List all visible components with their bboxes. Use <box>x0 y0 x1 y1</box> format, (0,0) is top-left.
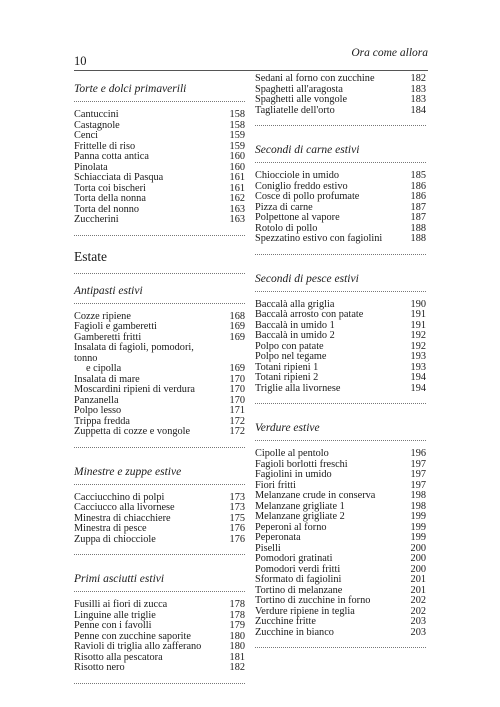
section-title-rule <box>255 162 426 163</box>
recipe-name: Penne con i favolli <box>74 620 152 631</box>
recipe-name: Totani ripieni 2 <box>255 372 319 383</box>
toc-entry[interactable] <box>74 152 245 163</box>
toc-entry[interactable] <box>255 384 426 395</box>
toc-entry[interactable] <box>255 192 426 203</box>
recipe-name: Fusilli ai fiori di zucca <box>74 599 168 610</box>
section-antipasti-estivi <box>74 276 245 448</box>
recipe-list <box>74 600 245 674</box>
page-ref: 158 <box>229 109 245 120</box>
toc-entry[interactable] <box>74 343 245 364</box>
recipe-name: Moscardini ripieni di verdura <box>74 384 195 395</box>
recipe-name: Cacciucchino di polpi <box>74 491 165 503</box>
page-ref: 160 <box>229 151 245 162</box>
page-ref: 188 <box>410 222 426 234</box>
toc-entry[interactable] <box>74 131 245 142</box>
recipe-name: Baccalà alla griglia <box>255 298 335 310</box>
page-ref: 176 <box>229 533 245 545</box>
recipe-name: Peperonata <box>255 532 301 543</box>
running-head: Ora come allora <box>351 47 428 59</box>
toc-entry[interactable] <box>74 194 245 205</box>
toc-entry[interactable] <box>255 512 426 523</box>
toc-entry[interactable] <box>74 322 245 333</box>
recipe-name: Baccalà in umido 1 <box>255 319 335 331</box>
recipe-name: e cipolla <box>86 363 122 374</box>
page-ref: 170 <box>229 373 245 385</box>
page-ref: 183 <box>410 83 426 95</box>
page-ref: 172 <box>229 426 245 437</box>
recipe-name: Pizza di carne <box>255 201 313 213</box>
page-ref: 202 <box>410 595 426 606</box>
page-ref: 197 <box>410 458 426 470</box>
recipe-name: Cantuccini <box>74 109 119 120</box>
toc-entry[interactable] <box>74 663 245 674</box>
recipe-name: Zuppa di chiocciole <box>74 533 156 545</box>
page-ref: 163 <box>229 214 245 225</box>
page-ref: 190 <box>410 298 426 310</box>
recipe-name: Totani ripieni 1 <box>255 361 319 373</box>
toc-entry[interactable] <box>255 213 426 224</box>
recipe-name: Cenci <box>74 130 99 141</box>
recipe-list <box>255 74 426 116</box>
page-ref: 185 <box>410 170 426 181</box>
page-ref: 198 <box>410 500 426 512</box>
recipe-name: Spezzatino estivo con fagiolini <box>255 233 383 244</box>
page-ref: 162 <box>229 193 245 204</box>
recipe-name: Piselli <box>255 542 281 554</box>
recipe-name: Cozze ripiene <box>74 310 131 322</box>
recipe-name: Minestra di pesce <box>74 523 147 534</box>
page-ref: 161 <box>229 182 245 194</box>
page-ref: 170 <box>229 394 245 406</box>
page-ref: 200 <box>410 542 426 554</box>
page-ref: 178 <box>229 599 245 610</box>
page-ref: 201 <box>410 574 426 585</box>
recipe-name: Cipolle al pentolo <box>255 448 329 459</box>
toc-entry[interactable] <box>255 554 426 565</box>
section-title-rule <box>74 303 245 304</box>
section-primi-asciutti-estivi <box>74 564 245 684</box>
recipe-name: Zuppetta di cozze e vongole <box>74 426 191 437</box>
right-column <box>255 74 426 657</box>
recipe-name: Cacciucco alla livornese <box>74 502 175 513</box>
page-ref: 181 <box>229 651 245 663</box>
page-ref: 169 <box>229 331 245 343</box>
section-verdure-estive <box>255 413 426 648</box>
section-title: Antipasti estivi <box>74 284 143 297</box>
page-ref: 182 <box>410 73 426 84</box>
recipe-list <box>74 493 245 546</box>
section-title-rule <box>74 101 245 102</box>
toc-entry[interactable] <box>255 575 426 586</box>
section-title-rule <box>74 591 245 592</box>
page-ref: 159 <box>229 130 245 141</box>
section-title: Torte e dolci primaverili <box>74 83 187 95</box>
recipe-name: Spaghetti all'aragosta <box>255 83 343 95</box>
toc-entry[interactable] <box>74 406 245 417</box>
page-ref: 199 <box>410 511 426 522</box>
left-column <box>74 74 245 693</box>
recipe-name: Insalata di fagioli, pomodori, tonno <box>74 342 194 364</box>
recipe-name: Tortino di zucchine in forno <box>255 595 371 606</box>
recipe-name: Insalata di mare <box>74 373 140 385</box>
toc-entry[interactable] <box>255 171 426 182</box>
recipe-name: Torta coi bischeri <box>74 182 146 194</box>
page-ref: 171 <box>229 405 245 416</box>
recipe-name: Fagioli borlotti freschi <box>255 458 348 470</box>
recipe-name: Spaghetti alle vongole <box>255 94 348 105</box>
page-ref: 203 <box>410 616 426 627</box>
page-ref: 161 <box>229 172 245 183</box>
toc-entry[interactable] <box>74 427 245 438</box>
recipe-name: Baccalà arrosto con patate <box>255 309 364 320</box>
page-ref: 194 <box>410 372 426 383</box>
page-ref: 175 <box>229 512 245 524</box>
section-continued <box>255 74 426 126</box>
recipe-name: Ravioli di triglia allo zafferano <box>74 641 202 652</box>
page-ref: 200 <box>410 563 426 575</box>
recipe-name: Chiocciole in umido <box>255 170 340 181</box>
page-ref: 201 <box>410 584 426 596</box>
toc-entry[interactable] <box>74 524 245 535</box>
page-ref: 180 <box>229 630 245 642</box>
recipe-name: Triglie alla livornese <box>255 382 341 394</box>
page-ref: 202 <box>410 605 426 617</box>
recipe-name: Cosce di pollo profumate <box>255 191 360 202</box>
toc-entry[interactable] <box>74 385 245 396</box>
toc-entry[interactable] <box>255 74 426 85</box>
page-ref: 182 <box>229 662 245 673</box>
recipe-name: Tortino di melanzane <box>255 584 343 596</box>
recipe-name: Melanzane grigliate 2 <box>255 511 345 522</box>
toc-entry[interactable] <box>255 491 426 502</box>
toc-entry[interactable] <box>74 215 245 226</box>
page-ref: 158 <box>229 119 245 131</box>
page-ref: 169 <box>229 363 245 374</box>
toc-entry[interactable] <box>255 533 426 544</box>
recipe-name: Fagiolini in umido <box>255 469 332 480</box>
section-minestre-e-zuppe-estive <box>74 457 245 556</box>
toc-entry[interactable] <box>255 234 426 245</box>
toc-entry[interactable] <box>255 449 426 460</box>
recipe-name: Polpo con patate <box>255 340 324 352</box>
section-title-rule <box>255 440 426 441</box>
page-ref: 199 <box>410 532 426 543</box>
page-ref: 199 <box>410 521 426 533</box>
page-ref: 173 <box>229 491 245 503</box>
recipe-name: Schiacciata di Pasqua <box>74 172 164 183</box>
section-title-rule <box>255 291 426 292</box>
recipe-name: Sedani al forno con zucchine <box>255 73 375 84</box>
header-rule <box>74 70 428 71</box>
page-ref: 194 <box>410 382 426 394</box>
section-title: Secondi di carne estivi <box>255 144 360 156</box>
page-ref: 191 <box>410 309 426 320</box>
recipe-name: Linguine alle triglie <box>74 609 156 621</box>
page-ref: 176 <box>229 523 245 534</box>
toc-entry[interactable] <box>255 470 426 481</box>
recipe-name: Risotto nero <box>74 662 125 673</box>
recipe-name: Polpo nel tegame <box>255 351 327 362</box>
recipe-name: Torta del nonno <box>74 203 140 215</box>
toc-entry[interactable] <box>255 373 426 384</box>
recipe-name: Frittelle di riso <box>74 140 136 152</box>
toc-entry[interactable] <box>255 331 426 342</box>
recipe-name: Zucchine fritte <box>255 616 316 627</box>
recipe-name: Minestra di chiacchiere <box>74 512 171 524</box>
section-title: Minestre e zuppe estive <box>74 465 182 478</box>
recipe-name: Risotto alla pescatora <box>74 651 163 663</box>
recipe-list <box>255 171 426 245</box>
page-ref: 186 <box>410 180 426 192</box>
toc-entry[interactable] <box>255 596 426 607</box>
toc-entry[interactable] <box>74 600 245 611</box>
page-ref: 160 <box>229 161 245 173</box>
recipe-name: Castagnole <box>74 119 120 131</box>
toc-entry[interactable] <box>255 617 426 628</box>
page-ref: 183 <box>410 94 426 105</box>
recipe-name: Gamberetti fritti <box>74 331 142 343</box>
page-ref: 197 <box>410 479 426 491</box>
page-number: 10 <box>74 54 87 68</box>
page-ref: 192 <box>410 330 426 341</box>
page-ref: 169 <box>229 321 245 332</box>
recipe-name: Fagioli e gamberetti <box>74 321 157 332</box>
recipe-name: Verdure ripiene in teglia <box>255 605 355 617</box>
toc-entry[interactable] <box>74 503 245 514</box>
recipe-name: Sformato di fagiolini <box>255 574 342 585</box>
toc-entry[interactable] <box>255 310 426 321</box>
recipe-name: Baccalà in umido 2 <box>255 330 335 341</box>
page-ref: 192 <box>410 340 426 352</box>
recipe-name: Polpo lesso <box>74 405 122 416</box>
recipe-name: Fiori fritti <box>255 479 296 491</box>
page-ref: 200 <box>410 553 426 564</box>
recipe-name: Polpettone al vapore <box>255 212 340 223</box>
recipe-name: Zuccherini <box>74 214 119 225</box>
page-ref: 168 <box>229 310 245 322</box>
section-title: Secondi di pesce estivi <box>255 272 359 285</box>
toc-entry[interactable] <box>74 364 245 375</box>
recipe-list <box>74 312 245 438</box>
recipe-name: Torta della nonna <box>74 193 146 204</box>
toc-entry[interactable] <box>255 628 426 639</box>
recipe-list <box>255 300 426 395</box>
recipe-name: Pomodori verdi fritti <box>255 563 341 575</box>
toc-entry[interactable] <box>255 352 426 363</box>
toc-entry[interactable] <box>74 110 245 121</box>
recipe-name: Zucchine in bianco <box>255 626 334 638</box>
recipe-name: Tagliatelle dell'orto <box>255 104 335 116</box>
page-ref: 203 <box>410 626 426 638</box>
section-torte-e-dolci-primaverili <box>74 74 245 236</box>
page-ref: 163 <box>229 203 245 215</box>
recipe-name: Peperoni al forno <box>255 521 327 533</box>
recipe-name: Melanzane grigliate 1 <box>255 500 345 512</box>
toc-entry[interactable] <box>74 121 245 132</box>
page-ref: 184 <box>410 104 426 116</box>
recipe-name: Coniglio freddo estivo <box>255 180 348 192</box>
section-secondi-di-pesce-estivi <box>255 264 426 405</box>
toc-entry[interactable] <box>74 642 245 653</box>
recipe-name: Pomodori gratinati <box>255 553 333 564</box>
page-ref: 193 <box>410 361 426 373</box>
recipe-name: Rotolo di pollo <box>255 222 318 234</box>
toc-entry[interactable] <box>74 621 245 632</box>
section-title: Primi asciutti estivi <box>74 573 165 585</box>
recipe-list <box>74 110 245 226</box>
page-ref: 178 <box>229 609 245 621</box>
page-ref: 186 <box>410 191 426 202</box>
toc-entry[interactable] <box>255 95 426 106</box>
recipe-name: Trippa fredda <box>74 415 130 427</box>
recipe-name: Panzanella <box>74 394 119 406</box>
page-ref: 188 <box>410 233 426 244</box>
recipe-name: Penne con zucchine saporite <box>74 630 191 642</box>
toc-entry[interactable] <box>74 173 245 184</box>
recipe-name: Panna cotta antica <box>74 151 149 162</box>
toc-entry[interactable] <box>74 535 245 546</box>
page-ref: 179 <box>229 620 245 631</box>
season-heading-block <box>74 245 245 274</box>
season-heading: Estate <box>74 248 107 264</box>
page-ref: 173 <box>229 502 245 513</box>
page-ref: 187 <box>410 212 426 223</box>
page-ref: 197 <box>410 469 426 480</box>
page-ref: 170 <box>229 384 245 395</box>
recipe-list <box>255 449 426 638</box>
page-ref: 180 <box>229 641 245 652</box>
recipe-name: Pinolata <box>74 161 108 173</box>
page-ref: 196 <box>410 448 426 459</box>
section-title: Verdure estive <box>255 422 320 434</box>
toc-entry[interactable] <box>255 106 426 117</box>
page-ref: 172 <box>229 415 245 427</box>
page-ref: 193 <box>410 351 426 362</box>
page-ref: 198 <box>410 490 426 501</box>
section-title-rule <box>74 484 245 485</box>
page-ref: 187 <box>410 201 426 213</box>
page-ref: 191 <box>410 319 426 331</box>
recipe-name: Melanzane crude in conserva <box>255 490 376 501</box>
page-ref: 159 <box>229 140 245 152</box>
section-secondi-di-carne-estivi <box>255 135 426 255</box>
